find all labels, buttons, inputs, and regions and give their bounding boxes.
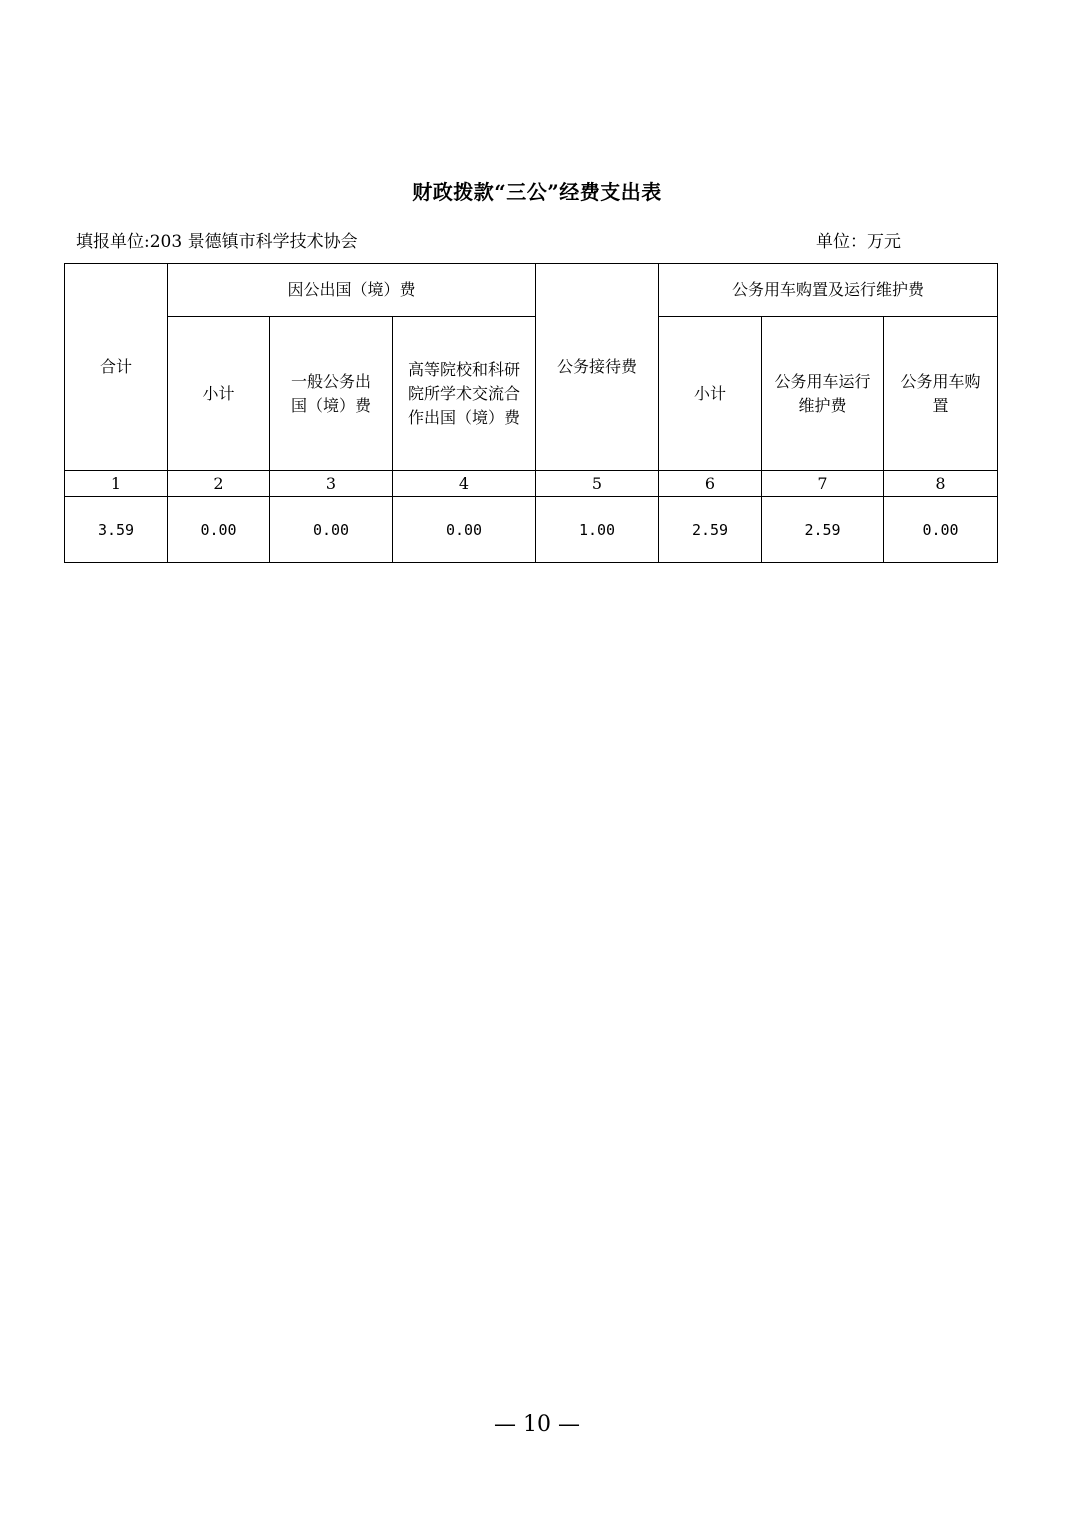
column-number: 2 bbox=[168, 471, 270, 497]
header-total: 合计 bbox=[65, 264, 168, 471]
value-abroad-general: 0.00 bbox=[270, 497, 393, 563]
header-abroad-subtotal: 小计 bbox=[168, 317, 270, 471]
header-row-group bbox=[65, 264, 998, 317]
value-abroad-subtotal: 0.00 bbox=[168, 497, 270, 563]
header-abroad-group: 因公出国（境）费 bbox=[168, 264, 536, 317]
unit-note: 单位：万元 bbox=[816, 232, 901, 252]
value-vehicle-operation: 2.59 bbox=[762, 497, 884, 563]
header-vehicle-operation: 公务用车运行维护费 bbox=[762, 317, 884, 471]
header-vehicle-subtotal: 小计 bbox=[659, 317, 762, 471]
header-abroad-academic: 高等院校和科研院所学术交流合作出国（境）费 bbox=[393, 317, 536, 471]
header-reception: 公务接待费 bbox=[536, 264, 659, 471]
column-number: 6 bbox=[659, 471, 762, 497]
header-abroad-general: 一般公务出国（境）费 bbox=[270, 317, 393, 471]
header-row-sub bbox=[65, 317, 998, 471]
column-number-row bbox=[65, 471, 998, 497]
expenditure-table bbox=[64, 263, 998, 563]
value-total: 3.59 bbox=[65, 497, 168, 563]
value-reception: 1.00 bbox=[536, 497, 659, 563]
values-row bbox=[65, 497, 998, 563]
page-number: — 10 — bbox=[494, 1412, 580, 1437]
page-title: 财政拨款“三公”经费支出表 bbox=[412, 180, 662, 204]
column-number: 1 bbox=[65, 471, 168, 497]
value-vehicle-purchase: 0.00 bbox=[884, 497, 998, 563]
header-vehicle-purchase: 公务用车购置 bbox=[884, 317, 998, 471]
column-number: 7 bbox=[762, 471, 884, 497]
column-number: 5 bbox=[536, 471, 659, 497]
value-vehicle-subtotal: 2.59 bbox=[659, 497, 762, 563]
column-number: 3 bbox=[270, 471, 393, 497]
column-number: 4 bbox=[393, 471, 536, 497]
filing-unit: 填报单位:203 景德镇市科学技术协会 bbox=[76, 232, 358, 252]
header-vehicle-group: 公务用车购置及运行维护费 bbox=[659, 264, 998, 317]
column-number: 8 bbox=[884, 471, 998, 497]
value-abroad-academic: 0.00 bbox=[393, 497, 536, 563]
